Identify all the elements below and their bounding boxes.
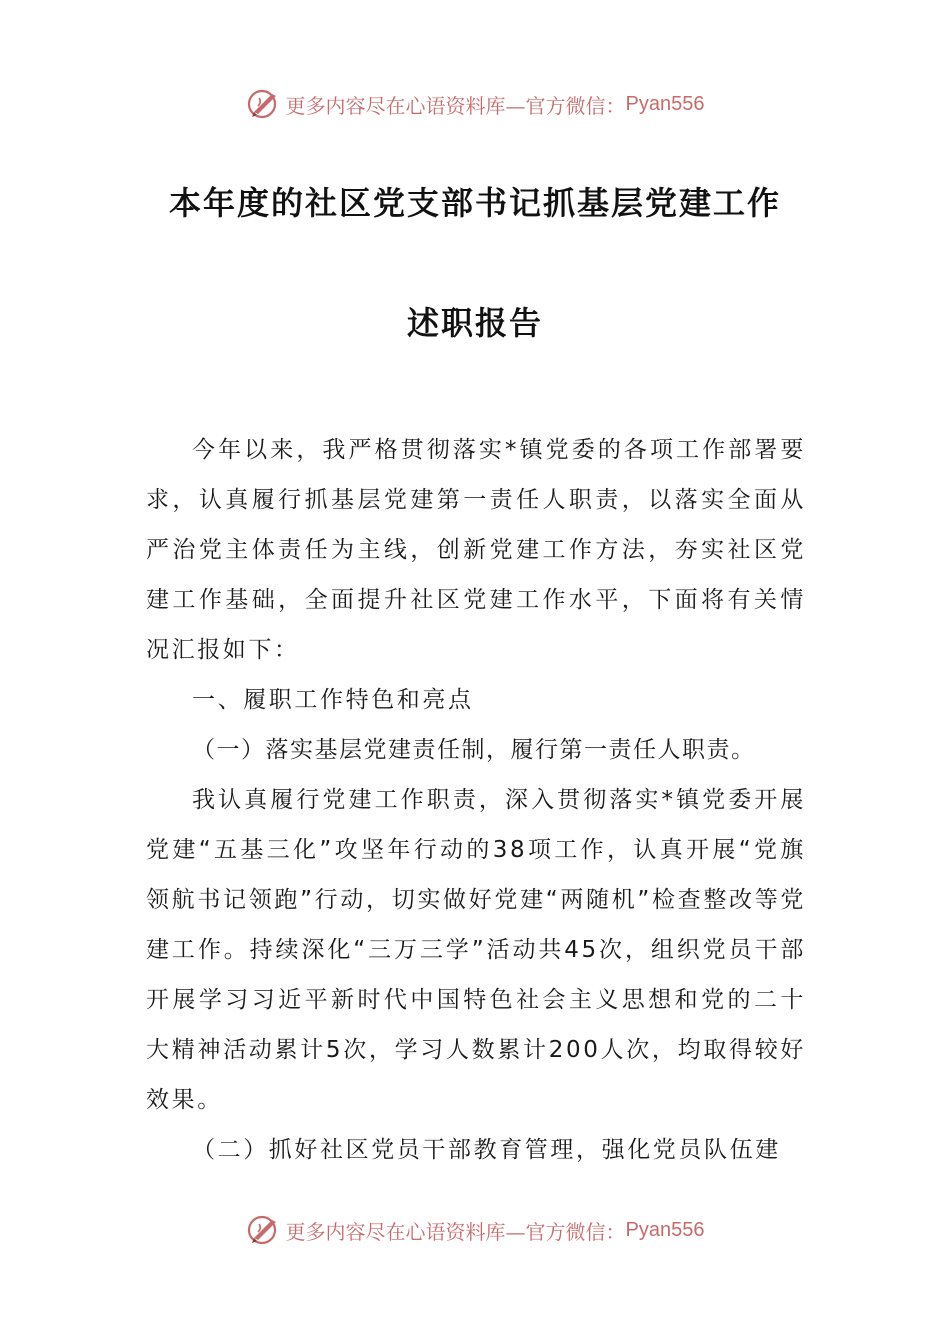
subsection-heading-2: （二）抓好社区党员干部教育管理，强化党员队伍建 — [192, 1137, 781, 1163]
watermark-wechat-id: Pyan556 — [625, 92, 705, 115]
paragraph-subsection-1: 我认真履行党建工作职责，深入贯彻落实*镇党委开展党建“五基三化”攻坚年行动的38项工作，认真开展“党旗领航书记领跑”行动，切实做好党建“两随机”检查整改等党建工作。持续深化“三万三学”活动共45次，组织党员干部开展学习习近平新时代中国特色社会主义思想和党的二十大精神活动累计5次，学习人数累计200人次，均取得较好效果。 — [146, 787, 806, 1113]
watermark-text: 更多内容尽在心语资料库—官方微信： — [285, 1219, 626, 1244]
document-title-line-2: 述职报告 — [406, 304, 543, 342]
watermark-header — [0, 84, 950, 124]
pen-logo-icon — [246, 86, 282, 122]
watermark-footer — [0, 1210, 950, 1250]
section-heading-1: 一、履职工作特色和亮点 — [192, 687, 474, 713]
document-title-line-1: 本年度的社区党支部书记抓基层党建工作 — [168, 184, 781, 222]
document-body — [146, 425, 806, 1175]
watermark-wechat-id: Pyan556 — [625, 1218, 705, 1241]
paragraph-intro: 今年以来，我严格贯彻落实*镇党委的各项工作部署要求，认真履行抓基层党建第一责任人职责，以落实全面从严治党主体责任为主线，创新党建工作方法，夯实社区党建工作基础，全面提升社区党建工作水平，下面将有关情况汇报如下： — [146, 437, 806, 663]
subsection-heading-1: （一）落实基层党建责任制，履行第一责任人职责。 — [192, 737, 756, 763]
watermark-text: 更多内容尽在心语资料库—官方微信： — [285, 93, 626, 118]
pen-logo-icon — [246, 1212, 282, 1248]
